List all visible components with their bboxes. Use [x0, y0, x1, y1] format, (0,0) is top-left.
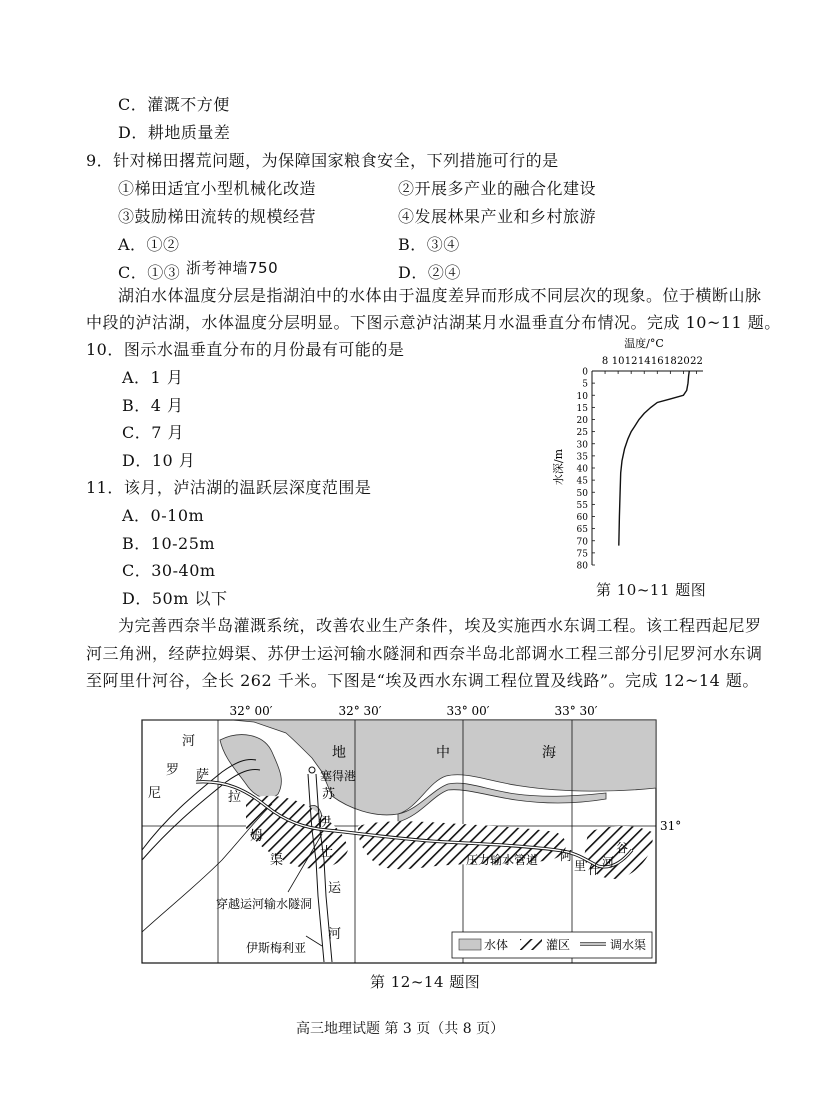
q11-option-b: B．10-25m — [122, 534, 216, 553]
water-temperature-chart — [548, 332, 718, 577]
y-tick-label-10: 50 — [576, 488, 588, 499]
suez-label-4: 运 — [328, 881, 342, 896]
x-tick-label-3: 14 — [637, 356, 651, 367]
sea-label-1: 地 — [332, 745, 346, 761]
intro-12-14-line2: 河三角洲，经萨拉姆渠、苏伊士运河输水隧洞和西奈半岛北部调水工程三部分引尼罗河水东调 — [86, 644, 763, 663]
q9-item-2: ②开展多产业的融合化建设 — [398, 179, 597, 198]
y-tick-label-7: 35 — [576, 452, 588, 463]
q11-option-d: D．50m 以下 — [122, 589, 228, 608]
pipeline-label: 压力输水管道 — [466, 853, 539, 867]
port-said-label: 塞得港 — [320, 769, 357, 783]
y-tick-label-5: 25 — [576, 428, 588, 439]
lon-label-32-30: 32° 30′ — [338, 704, 382, 718]
q11-option-c: C．30-40m — [122, 561, 216, 580]
legend-irrigation-label: 灌区 — [546, 938, 571, 952]
chart-x-label: 温度/°C — [624, 337, 664, 350]
q8-option-c: C．灌溉不方便 — [118, 95, 230, 114]
y-tick-label-16: 80 — [576, 561, 588, 572]
map-legend — [452, 932, 652, 958]
port-said-marker — [309, 767, 315, 773]
q9-item-1: ①梯田适宜小型机械化改造 — [118, 179, 317, 198]
nile-label-3: 尼 — [148, 786, 162, 801]
y-tick-label-2: 10 — [576, 391, 588, 402]
lon-label-32-00: 32° 00′ — [229, 704, 273, 718]
q9-item-4: ④发展林果产业和乡村旅游 — [398, 207, 597, 226]
intro-10-11-line2: 中段的泸沽湖，水体温度分层明显。下图示意泸沽湖某月水温垂直分布情况。完成 10~11 题。 — [86, 313, 781, 332]
q9-option-b: B．③④ — [398, 235, 460, 254]
arish-label-3: 什 — [588, 863, 601, 877]
suez-label-2: 伊 — [318, 815, 332, 830]
x-tick-label-0: 8 — [601, 356, 609, 367]
ismailia-label: 伊斯梅利亚 — [246, 941, 307, 955]
watermark-text: 浙考神墙750 — [186, 259, 279, 277]
legend-canal-label: 调水渠 — [610, 938, 647, 952]
q9-option-d: D．②④ — [398, 263, 461, 282]
page-footer: 高三地理试题 第 3 页（共 8 页） — [296, 1021, 505, 1037]
arish-label-2: 里 — [574, 859, 587, 873]
y-tick-label-1: 5 — [582, 379, 588, 390]
tunnel-label: 穿越运河输水隧洞 — [216, 897, 313, 911]
salam-label-3: 姆 — [250, 829, 264, 844]
q11-option-a: A．0-10m — [122, 506, 205, 525]
q9-option-c: C．①③ — [118, 263, 181, 282]
egypt-water-transfer-map — [136, 700, 682, 968]
y-tick-label-4: 20 — [576, 416, 588, 426]
arish-label-5: 谷 — [616, 841, 629, 855]
y-tick-label-0: 0 — [582, 367, 588, 378]
x-tick-label-4: 16 — [650, 356, 664, 367]
legend-irrigation-swatch — [520, 939, 542, 950]
y-tick-label-12: 60 — [576, 513, 588, 523]
intro-12-14-line3: 至阿里什河谷，全长 262 千米。下图是“埃及西水东调工程位置及线路”。完成 12~14 题。 — [86, 671, 759, 690]
y-tick-label-14: 70 — [576, 537, 588, 548]
chart-y-label: 水深/m — [552, 448, 565, 486]
y-tick-label-11: 55 — [576, 500, 588, 511]
q9-stem: 9．针对梯田撂荒问题，为保障国家粮食安全，下列措施可行的是 — [86, 151, 559, 170]
lat-label-31: 31° — [660, 819, 682, 833]
chart-caption: 第 10~11 题图 — [596, 581, 707, 599]
y-tick-label-8: 40 — [576, 464, 588, 475]
x-tick-label-5: 18 — [663, 356, 677, 367]
y-tick-label-3: 15 — [576, 403, 588, 414]
sea-label-3: 海 — [542, 745, 556, 761]
q11-stem: 11．该月，泸沽湖的温跃层深度范围是 — [86, 478, 372, 497]
salam-label-1: 萨 — [196, 768, 210, 783]
q10-option-c: C．7 月 — [122, 423, 185, 442]
lon-label-33-00: 33° 00′ — [446, 704, 490, 718]
y-tick-label-15: 75 — [576, 549, 588, 560]
salam-label-2: 拉 — [228, 790, 242, 805]
q8-option-d: D．耕地质量差 — [118, 123, 231, 142]
q9-item-3: ③鼓励梯田流转的规模经营 — [118, 207, 317, 226]
y-tick-label-13: 65 — [576, 525, 588, 536]
nile-label-1: 河 — [182, 734, 196, 749]
q10-option-d: D．10 月 — [122, 451, 196, 470]
arish-label-1: 阿 — [560, 849, 573, 863]
nile-label-2: 罗 — [166, 763, 180, 778]
legend-water-swatch — [459, 939, 481, 950]
y-tick-label-9: 45 — [576, 476, 588, 487]
intro-12-14-line1: 为完善西奈半岛灌溉系统，改善农业生产条件，埃及实施西水东调工程。该工程西起尼罗 — [118, 616, 762, 635]
x-tick-label-2: 12 — [624, 356, 638, 367]
suez-label-3: 士 — [320, 845, 334, 860]
x-tick-label-1: 10 — [611, 356, 625, 367]
suez-label-5: 河 — [328, 927, 342, 942]
salam-label-4: 渠 — [270, 853, 284, 868]
q10-option-b: B．4 月 — [122, 396, 184, 415]
q10-option-a: A．1 月 — [122, 368, 184, 387]
chart-series-line — [619, 371, 690, 546]
intro-10-11-line1: 湖泊水体温度分层是指湖泊中的水体由于温度差异而形成不同层次的现象。位于横断山脉 — [118, 286, 762, 305]
legend-water-label: 水体 — [484, 938, 509, 952]
sea-label-2: 中 — [436, 745, 450, 761]
x-tick-label-6: 20 — [677, 356, 690, 367]
arish-label-4: 河 — [602, 855, 615, 869]
map-caption: 第 12~14 题图 — [370, 973, 481, 991]
x-tick-label-7: 22 — [690, 356, 703, 367]
q10-stem: 10．图示水温垂直分布的月份最有可能的是 — [86, 340, 405, 359]
q9-option-a: A．①② — [118, 235, 180, 254]
suez-label-1: 苏 — [322, 787, 336, 802]
y-tick-label-6: 30 — [576, 440, 588, 451]
lon-label-33-30: 33° 30′ — [554, 704, 598, 718]
